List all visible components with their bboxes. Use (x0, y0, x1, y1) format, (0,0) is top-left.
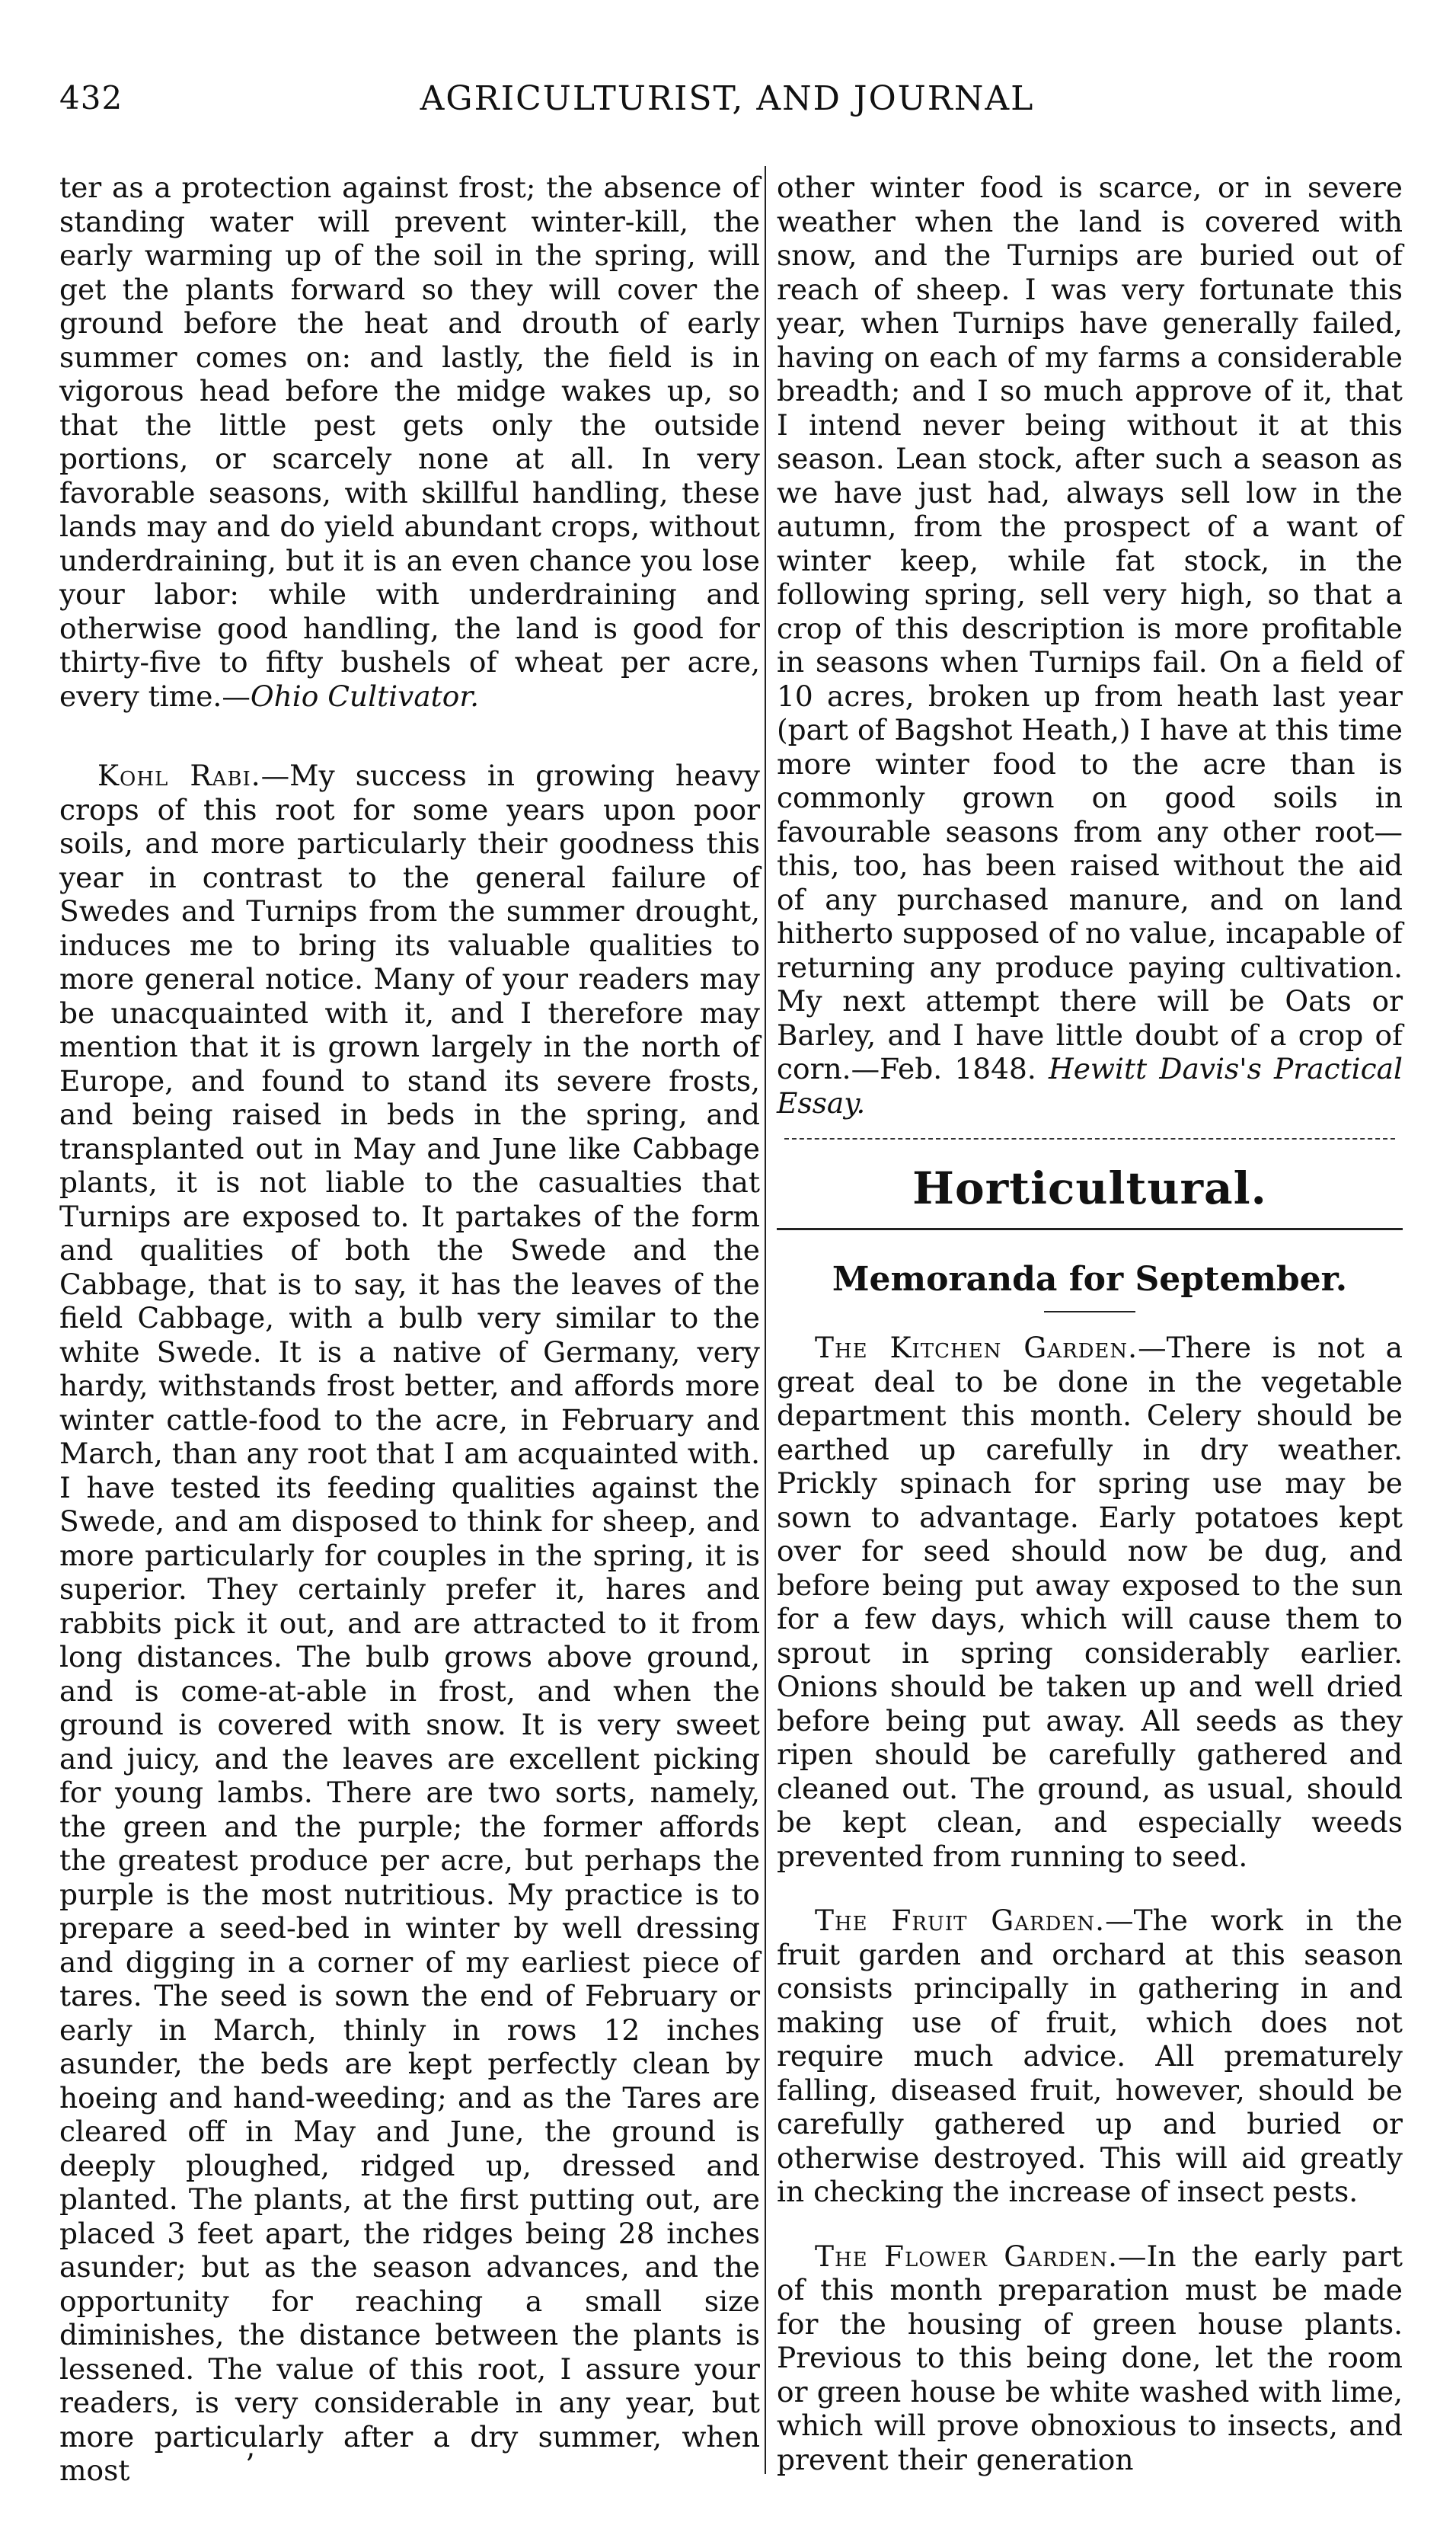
article-winter-wheat-ending (59, 171, 760, 713)
running-title: AGRICULTURIST, AND JOURNAL (420, 79, 1035, 118)
article-lead: The Flower Garden. (815, 2239, 1119, 2273)
flower-garden-paragraph (777, 2239, 1403, 2477)
article-lead: Kohl Rabi. (97, 759, 261, 792)
paragraph-text: —The work in the fruit garden and orchard at this season consists principally in gathering in and making use of fruit, which does not require much advice. All prematurely falling, diseased fruit, however, should be carefully gathered up and buried or otherwise destroyed. This will aid greatly in checking the increase of insect pests. (777, 1904, 1403, 2208)
subsection-title: Memoranda for September. (832, 1260, 1348, 1299)
page-header (59, 79, 1395, 133)
fruit-garden-paragraph (777, 1904, 1403, 2209)
section-rule (777, 1228, 1403, 1230)
source-citation: Hewitt Davis's Practical Essay. (777, 1052, 1403, 1120)
column-divider (765, 166, 766, 2474)
paragraph-text: —My success in growing heavy crops of this root for some years upon poor soils, and more particularly their goodness this year in contrast to the general failure of Swedes and Turnips from the summer drought, induces me to bring its valuable qualities to more general notice. Many of your readers may be unacquainted with it, and I therefore may mention that it is grown largely in the north of Europe, and found to stand its severe frosts, and being raised in beds in the spring, and transplanted out in May and June like Cabbage plants, it is not liable to the casualties that Turnips are exposed to. It partakes of the form and qualities of both the Swede and the Cabbage, that is to say, it has the leaves of the field Cabbage, with a bulb very similar to the white Swede. It is a native of Germany, very hardy, withstands frost better, and affords more winter cattle-food to the acre, in February and March, than any root that I am acquainted with. I have tested its feeding qualities against the Swede, and am disposed to think for sheep, and more particularly for couples in the spring, it is superior. They certainly prefer it, hares and rabbits pick it out, and are attracted to it from long distances. The bulb grows above ground, and is come-at-able in frost, and when the ground is covered with snow. It is very sweet and juicy, and the leaves are excellent picking for young lambs. There are two sorts, namely, the green and the purple; the former affords the greatest produce per acre, but perhaps the purple is the most nutritious. My practice is to prepare a seed-bed in winter by well dressing and digging in a corner of my earliest piece of tares. The seed is sown the end of February or early in March, thinly in rows 12 inches asunder, the beds are kept perfectly clean by hoeing and hand-weeding; and as the Tares are cleared off in May and June, the ground is deeply ploughed, ridged up, dressed and planted. The plants, at the first putting out, are placed 3 feet apart, the ridges being 28 inches asunder; but as the season advances, and the opportunity for reaching a small size diminishes, the distance between the plants is lessened. The value of this root, I assure your readers, is very considerable in any year, but more particularly after a dry summer, when most (59, 759, 760, 2487)
article-lead: The Kitchen Garden. (815, 1331, 1138, 1364)
page-number: 432 (59, 79, 123, 117)
article-kohl-rabi-continued (777, 171, 1403, 1120)
paragraph-text: —There is not a great deal to be done in the vegetable department this month. Celery should be earthed up carefully in dry weather. Prickly spinach for spring use may be sown to advantage. Early potatoes kept over for seed should now be dug, and before being put away exposed to the sun for a few days, which will cause them to sprout in spring considerably earlier. Onions should be taken up and well dried before being put away. All seeds as they ripen should be carefully gathered and cleaned out. The ground, as usual, should be kept clean, and especially weeds prevented from running to seed. (777, 1331, 1403, 1873)
paragraph-text: —In the early part of this month preparation must be made for the housing of green house plants. Previous to this being done, let the room or green house be white washed with lime, which will prove obnoxious to insects, and prevent their generation (777, 2239, 1403, 2476)
left-column (59, 171, 760, 2488)
paragraph-text: other winter food is scarce, or in severe weather when the land is covered with snow, and the Turnips are buried out of reach of sheep. I was very fortunate this year, when Turnips have generally failed, having on each of my farms a considerable breadth; and I so much approve of it, that I intend never being without it at this season. Lean stock, after such a season as we have just had, always sell low in the autumn, from the prospect of a want of winter keep, while fat stock, in the following spring, sell very high, so that a crop of this description is more profitable in seasons when Turnips fail. On a field of 10 acres, broken up from heath last year (part of Bagshot Heath,) I have at this time more winter food to the acre than is commonly grown on good soils in favourable seasons from any other root—this, too, has been raised without the aid of any purchased manure, and on land hitherto supposed of no value, incapable of returning any produce paying cultivation. My next attempt there will be Oats or Barley, and I have little doubt of a crop of corn.—Feb. 1848. (777, 171, 1403, 1085)
stray-ink-mark: ’ (245, 2448, 255, 2483)
paragraph-text: ter as a protection against frost; the absence of standing water will prevent winter-kill, the early warming up of the soil in the spring, will get the plants forward so they will cover the ground before the heat and drouth of early summer comes on: and lastly, the field is in vigorous head before the midge wakes up, so that the little pest gets only the outside portions, or scarcely none at all. In very favorable seasons, with skillful handling, these lands may and do yield abundant crops, without underdraining, but it is an even chance you lose your labor: while with underdraining and otherwise good handling, the land is good for thirty-five to fifty bushels of wheat per acre, every time.— (59, 171, 760, 713)
article-lead: The Fruit Garden. (815, 1904, 1106, 1937)
section-divider (784, 1138, 1395, 1140)
kitchen-garden-paragraph (777, 1331, 1403, 1873)
article-kohl-rabi (59, 759, 760, 2488)
section-title: Horticultural. (912, 1162, 1267, 1214)
right-column (777, 171, 1403, 2476)
source-citation: Ohio Cultivator. (250, 679, 480, 713)
subsection-rule (1044, 1311, 1135, 1312)
